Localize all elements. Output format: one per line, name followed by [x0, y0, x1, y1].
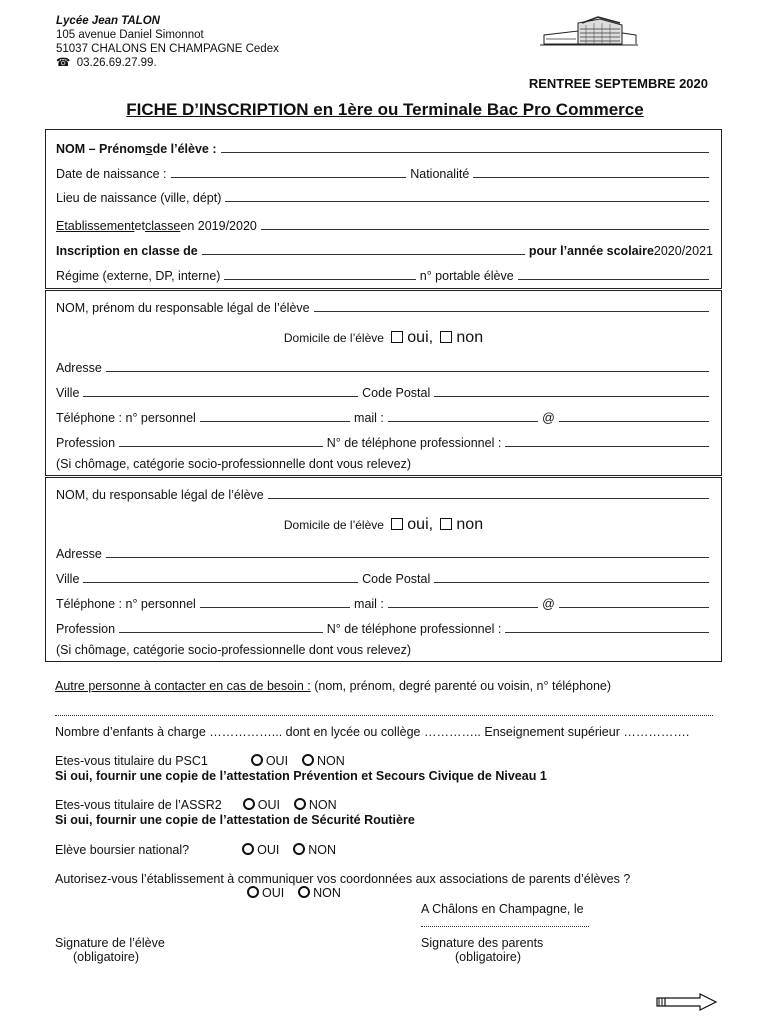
- student-signature-obligatoire: (obligatoire): [73, 950, 140, 964]
- boursier-row: Elève boursier national? OUI NON: [55, 843, 337, 857]
- phone-icon: ☎: [56, 57, 71, 69]
- guardian2-mail-domain-field[interactable]: [559, 598, 709, 608]
- autorisez-oui-radio[interactable]: [247, 886, 259, 898]
- guardian1-profession-field[interactable]: [119, 437, 323, 447]
- guardian2-profession-row: Profession N° de téléphone professionnel :: [56, 622, 713, 636]
- psc1-row: Etes-vous titulaire du PSC1 OUI NON: [55, 754, 345, 768]
- inscription-class-field[interactable]: [202, 245, 525, 255]
- children-count-row: Nombre d’enfants à charge ……………... dont en lycée ou collège ………….. Enseignement supérieur …………….: [55, 725, 690, 739]
- guardian1-mail-user-field[interactable]: [388, 412, 538, 422]
- birthplace-field[interactable]: [225, 192, 709, 202]
- regime-row: Régime (externe, DP, interne) n° portable élève: [56, 269, 713, 283]
- place-date-label: A Châlons en Champagne, le: [421, 902, 584, 916]
- guardian1-mail-domain-field[interactable]: [559, 412, 709, 422]
- school-class-row: Etablissement et classe en 2019/2020: [56, 219, 713, 233]
- next-page-arrow-icon: [656, 993, 718, 1011]
- autorisez-non-radio[interactable]: [298, 886, 310, 898]
- regime-field[interactable]: [224, 270, 415, 280]
- autorisez-question: Autorisez-vous l’établissement à communiquer vos coordonnées aux associations de parents d’élèves ?: [55, 872, 631, 886]
- nationality-field[interactable]: [473, 168, 709, 178]
- assr2-note: Si oui, fournir une copie de l’attestation de Sécurité Routière: [55, 813, 415, 827]
- guardian1-address-field[interactable]: [106, 362, 709, 372]
- guardian2-work-phone-field[interactable]: [505, 623, 709, 633]
- date-field[interactable]: [421, 916, 589, 930]
- guardian1-domicile-non-checkbox[interactable]: [440, 331, 452, 343]
- guardian1-name-field[interactable]: [314, 302, 709, 312]
- rentree-label: RENTREE SEPTEMBRE 2020: [528, 76, 708, 91]
- psc1-note: Si oui, fournir une copie de l’attestation Prévention et Secours Civique de Niveau 1: [55, 769, 547, 783]
- birthplace-row: Lieu de naissance (ville, dépt): [56, 191, 713, 205]
- page-title: FICHE D’INSCRIPTION en 1ère ou Terminale Bac Pro Commerce: [126, 100, 644, 119]
- guardian2-name-field[interactable]: [268, 489, 709, 499]
- student-name-field[interactable]: [221, 143, 710, 153]
- guardian2-postal-field[interactable]: [434, 573, 709, 583]
- guardian2-mail-user-field[interactable]: [388, 598, 538, 608]
- guardian1-phone-field[interactable]: [200, 412, 350, 422]
- guardian1-chomage-note: (Si chômage, catégorie socio-professionnelle dont vous relevez): [56, 457, 412, 471]
- guardian1-profession-row: Profession N° de téléphone professionnel :: [56, 436, 713, 450]
- guardian1-city-row: Ville Code Postal: [56, 386, 713, 400]
- school-name: Lycée Jean TALON: [56, 15, 160, 27]
- student-section: [45, 129, 722, 289]
- previous-school-field[interactable]: [261, 220, 709, 230]
- guardian2-section: [45, 477, 722, 662]
- parents-signature-obligatoire: (obligatoire): [455, 950, 522, 964]
- parents-signature-block: [421, 936, 543, 964]
- school-address-line2: 51037 CHALONS EN CHAMPAGNE Cedex: [56, 43, 279, 55]
- school-address-line1: 105 avenue Daniel Simonnot: [56, 29, 204, 41]
- school-header: [56, 14, 279, 70]
- birthdate-row: Date de naissance : Nationalité: [56, 167, 713, 181]
- guardian1-city-field[interactable]: [83, 387, 358, 397]
- guardian2-city-row: Ville Code Postal: [56, 572, 713, 586]
- assr2-non-radio[interactable]: [294, 798, 306, 810]
- guardian2-chomage-note: (Si chômage, catégorie socio-professionnelle dont vous relevez): [56, 643, 412, 657]
- guardian2-domicile-non-checkbox[interactable]: [440, 518, 452, 530]
- guardian1-phone-row: Téléphone : n° personnel mail : @: [56, 411, 713, 425]
- school-phone: [56, 56, 279, 70]
- student-signature-block: [55, 936, 165, 964]
- student-signature-label: Signature de l’élève: [55, 936, 165, 950]
- inscription-row: Inscription en classe de pour l’année scolaire 2020/2021: [56, 244, 713, 258]
- phone-number: 03.26.69.27.99.: [76, 57, 157, 69]
- boursier-non-radio[interactable]: [293, 843, 305, 855]
- assr2-oui-radio[interactable]: [243, 798, 255, 810]
- guardian2-domicile-row: Domicile de l’élève oui, non: [283, 516, 484, 533]
- guardian2-phone-row: Téléphone : n° personnel mail : @: [56, 597, 713, 611]
- psc1-oui-radio[interactable]: [251, 754, 263, 766]
- guardian1-domicile-oui-checkbox[interactable]: [391, 331, 403, 343]
- guardian1-name-row: NOM, prénom du responsable légal de l’élève: [56, 301, 713, 315]
- guardian2-address-row: Adresse: [56, 547, 713, 561]
- guardian2-phone-field[interactable]: [200, 598, 350, 608]
- guardian1-address-row: Adresse: [56, 361, 713, 375]
- boursier-oui-radio[interactable]: [242, 843, 254, 855]
- birthdate-field[interactable]: [171, 168, 407, 178]
- guardian2-name-row: NOM, du responsable légal de l’élève: [56, 488, 713, 502]
- guardian2-profession-field[interactable]: [119, 623, 323, 633]
- guardian2-address-field[interactable]: [106, 548, 709, 558]
- parents-signature-label: Signature des parents: [421, 936, 544, 950]
- psc1-non-radio[interactable]: [302, 754, 314, 766]
- student-mobile-field[interactable]: [518, 270, 709, 280]
- guardian2-city-field[interactable]: [83, 573, 358, 583]
- emergency-contact-label: Autre personne à contacter en cas de besoin : (nom, prénom, degré parenté ou voisin, n° téléphone): [55, 679, 612, 693]
- guardian1-work-phone-field[interactable]: [505, 437, 709, 447]
- student-name-row[interactable]: NOM – Prénom s de l’élève :: [56, 142, 713, 156]
- guardian2-domicile-oui-checkbox[interactable]: [391, 518, 403, 530]
- guardian1-postal-field[interactable]: [434, 387, 709, 397]
- school-building-logo: [538, 15, 640, 51]
- autorisez-options: OUI NON: [247, 886, 341, 900]
- assr2-row: Etes-vous titulaire de l’ASSR2 OUI NON: [55, 798, 337, 812]
- emergency-contact-field[interactable]: [55, 705, 713, 719]
- guardian1-section: [45, 290, 722, 476]
- guardian1-domicile-row: Domicile de l’élève oui, non: [283, 329, 484, 346]
